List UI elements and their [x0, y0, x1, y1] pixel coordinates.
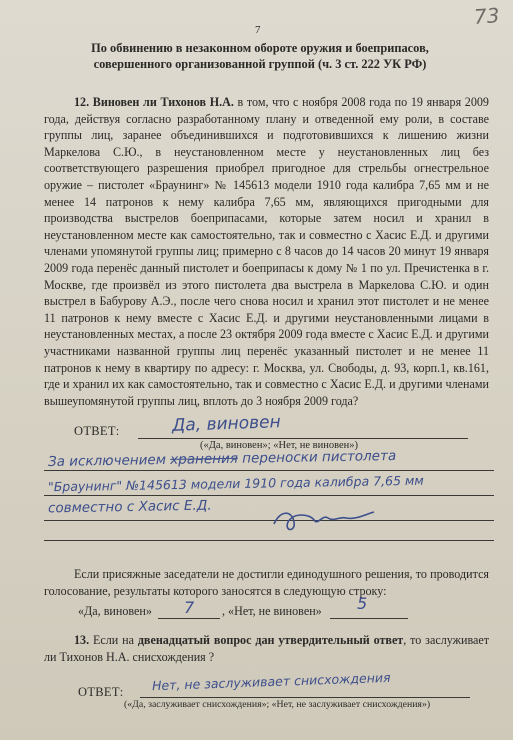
answer-12-caption: («Да, виновен»; «Нет, не виновен») — [200, 440, 359, 451]
question-12-text: в том, что с ноября 2008 года по 19 января 2009 года, действуя согласно разработанному плану и отведенной ему роли, в составе группы лиц, заранее объединившихся и подготовившихся к лишению жизни Маркелова С.Ю., в неустановленном месте у неустановленных лиц без соответствующего разрешения приобрел пригодное для стрельбы огнестрельное оружие – пистолет «Браунинг» № 145613 модели 1910 года калибра 7,65 мм и не менее 14 патронов к нему калибра 7,65 мм, являющихся пригодными для производства выстрелов боеприпасами, которые затем носил и хранил в неустановленном месте как самостоятельно, так и совместно с Хасис Е.Д. и другими членами упомянутой группы лиц; примерно с 8 часов до 14 часов 20 минут 19 января 2009 года перенёс данный пистолет и боеприпасы к дому № 1 по ул. Пречистенка в г. Москве, где произвёл из этого пистолета два выстрела в Маркелова С.Ю. и один выстрел в Бабурову А.Э., после чего снова носил и хранил этот пистолет и не менее 11 патронов к нему вместе с Хасис Е.Д. и другими неустановленными лицами в неустановленных местах, а после 23 октября 2009 года вместе с Хасис Е.Д. и другими участниками названной группы лиц перенёс указанный пистолет и не менее 11 патронов к нему в квартиру по адресу: г. Москва, ул. Свободы, д. 93, корп.1, кв.161, где и хранил их как самостоятельно, так и совместно с Хасис Е.Д. и другими членами вышеупомянутой группы лиц, вплоть до 3 ноября 2009 года? — [44, 95, 489, 408]
answer-13-handwritten: Нет, не заслуживает снисхождения — [151, 669, 391, 694]
answer-12-note-1 — [48, 448, 396, 470]
question-13-number: 13. — [74, 633, 90, 647]
note-1-struck: хранения — [170, 450, 239, 468]
vote-yes-label: «Да, виновен» — [78, 604, 152, 618]
heading-line-1: По обвинению в незаконном обороте оружия и боеприпасов, — [91, 41, 429, 55]
question-12-lead: Виновен ли Тихонов Н.А. — [92, 95, 234, 109]
question-13-text-bold: двенадцатый вопрос дан утвердительный ответ — [137, 633, 404, 647]
answer-12-note-3: совместно с Хасис Е.Д. — [47, 497, 212, 517]
answer-12-handwritten: Да, виновен — [171, 412, 282, 436]
vote-no-label: , «Нет, не виновен» — [222, 604, 322, 618]
answer-13-label: ОТВЕТ: — [78, 685, 124, 699]
question-13-text-pre: Если на — [89, 633, 138, 647]
vote-no-line — [330, 618, 408, 619]
question-13 — [44, 632, 489, 665]
note-line-2 — [44, 495, 494, 496]
vote-no-count: 5 — [357, 594, 368, 613]
answer-13-caption: («Да, заслуживает снисхождения»; «Нет, не заслуживает снисхождения») — [124, 699, 431, 710]
note-line-3 — [44, 520, 494, 521]
foreman-signature — [270, 506, 380, 536]
question-13-text-post: , то заслуживает ли Тихонов Н.А. снисхождения ? — [44, 633, 490, 664]
handwritten-page-mark: 73 — [472, 3, 500, 29]
note-line-1 — [44, 470, 494, 471]
answer-12-note-2: "Браунинг" №145613 модели 1910 года калибра 7,65 мм — [47, 472, 424, 495]
answer-12-line — [138, 438, 468, 439]
vote-yes-line — [158, 618, 220, 619]
answer-12-label: ОТВЕТ: — [74, 424, 120, 438]
note-line-4 — [44, 540, 494, 541]
page-number: 7 — [255, 24, 261, 36]
note-1-post: переноски пистолета — [242, 447, 397, 467]
heading-line-2: совершенного организованной группой (ч. 3 ст. 222 УК РФ) — [93, 57, 427, 71]
question-12-number: 12. — [74, 95, 90, 109]
section-heading — [40, 40, 480, 72]
answer-13-line — [140, 697, 470, 698]
note-1-pre: За исключением — [47, 451, 167, 471]
vote-yes-count: 7 — [184, 598, 195, 617]
question-12 — [44, 94, 489, 409]
voting-paragraph: Если присяжные заседатели не достигли единодушного решения, то проводится голосование, результаты которого заносятся в следующую строку: — [44, 567, 489, 598]
